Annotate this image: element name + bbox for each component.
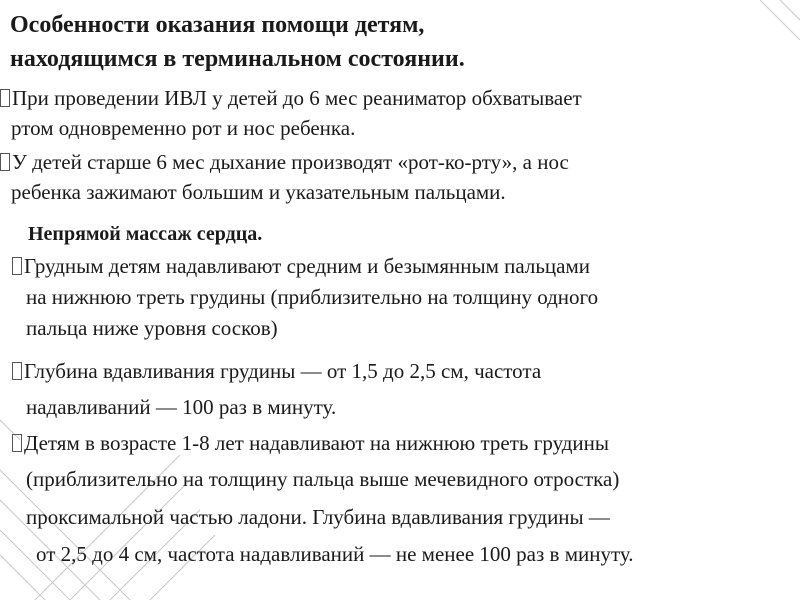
bullet-icon — [0, 153, 10, 171]
massage-item-text: Грудным детям надавливают средним и безымянным пальцами — [24, 254, 591, 278]
bullet-icon — [12, 362, 22, 380]
background-line — [780, 0, 800, 20]
massage-item-line: от 2,5 до 4 см, частота надавливаний — не менее 100 раз в минуту. — [36, 542, 634, 566]
bullet-icon — [0, 89, 10, 107]
background-line — [760, 0, 800, 40]
massage-item-text: Глубина вдавливания грудины — от 1,5 до 2,5 см, частота — [24, 359, 542, 383]
ivl-item-line: ребенка зажимают большим и указательным пальцами. — [11, 180, 506, 204]
ivl-item-line — [0, 84, 582, 112]
slide-title-line: Особенности оказания помощи детям, — [10, 12, 425, 38]
massage-item-line: (приблизительно на толщину пальца выше мечевидного отростка) — [26, 467, 620, 491]
massage-item-line — [12, 429, 609, 457]
bullet-icon — [12, 257, 22, 275]
massage-item-line: на нижнюю треть грудины (приблизительно на толщину одного — [26, 285, 599, 309]
massage-item-line: проксимальной частью ладони. Глубина вдавливания грудины — — [26, 505, 610, 529]
ivl-item-text: У детей старше 6 мес дыхание производят «рот-ко-рту», а нос — [12, 150, 569, 174]
ivl-item-line — [0, 148, 569, 176]
slide-title-line: находящимся в терминальном состоянии. — [10, 46, 465, 72]
slide-title — [10, 8, 710, 76]
ivl-item-text: При проведении ИВЛ у детей до 6 мес реаниматор обхватывает — [12, 86, 582, 110]
section-heading: Непрямой массаж сердца. — [28, 223, 263, 245]
ivl-item-line: ртом одновременно рот и нос ребенка. — [11, 116, 356, 140]
bullet-icon — [12, 434, 22, 452]
massage-item-line: пальца ниже уровня сосков) — [26, 316, 278, 340]
massage-item-line — [12, 252, 590, 280]
massage-item-text: Детям в возрасте 1-8 лет надавливают на нижнюю треть грудины — [24, 431, 610, 455]
massage-item-line — [12, 357, 541, 385]
massage-item-line: надавливаний — 100 раз в минуту. — [26, 395, 337, 419]
